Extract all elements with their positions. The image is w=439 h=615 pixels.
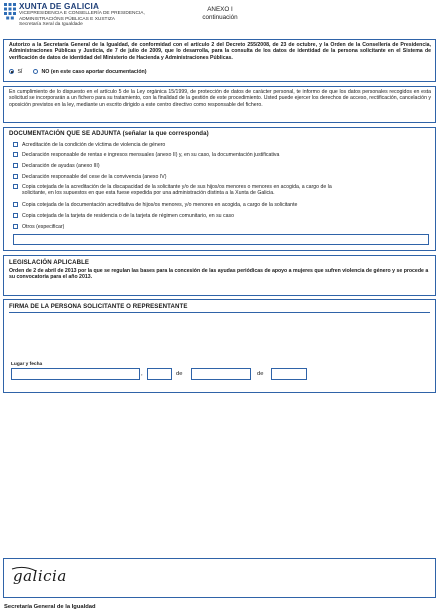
authorization-text: Autorizo a la Secretaría General de la Igualdad, de conformidad con el artículo 2 del Decreto 255/2008, de 23 de octubre, y la Orden de la Consellería de Presidencia, Administraciones Públicas y Justicia, de 7 de julio de 2009, que lo desarrolla, para la consulta de los datos de identidad de la persona solicitante en el Sistema de verificación de datos de identidad del Ministerio de Hacienda y Administraciones Públicas. <box>9 42 431 61</box>
doc-item-label: Copia cotejada de la acreditación de la discapacidad de la solicitante y/o de sus hijos/os menores o menores en acogida, a cargo de la <box>22 183 332 190</box>
legislation-box <box>3 255 436 296</box>
doc-checkbox[interactable] <box>13 184 18 189</box>
signature-title-divider <box>9 312 430 313</box>
annex-subtitle: continuación <box>202 14 238 21</box>
month-input[interactable] <box>191 368 251 380</box>
doc-item-label: Declaración responsable del cese de la convivencia (anexo IV) <box>22 173 167 180</box>
doc-item-label: Acreditación de la condición de víctima de violencia de género <box>22 141 166 148</box>
doc-item-label: Copia cotejada de la documentación acreditativa de hijos/os menores, y/o menores en acogida, a cargo de la solicitante <box>22 201 298 208</box>
doc-item-label-continued: solicitante, en los supuestos en que esta fuese expedida por una administración distinta a la Xunta de Galicia. <box>22 190 275 196</box>
ministry-line-2: ADMINISTRACIÓNS PÚBLICAS E XUSTIZA <box>19 16 115 22</box>
doc-item-label: Otros (especificar) <box>22 223 65 230</box>
privacy-box <box>3 86 436 123</box>
radio-yes[interactable] <box>9 69 14 74</box>
privacy-text: En cumplimiento de lo dispuesto en el artículo 5 de la Ley orgánica 15/1999, de protección de datos de carácter personal, te informo de que los datos personales recogidos en esta solicitud se incorporarán a un fichero para su tratamiento, con la finalidad de la gestión de este procedimiento. Usted puede ejercer los derechos de acceso, rectificación, cancelación y oposición previstos en la ley, mediante un escrito dirigido a este centro directivo como responsable del fichero. <box>9 89 431 108</box>
legislation-text: Orden de 2 de abril de 2013 por la que se regulan las bases para la concesión de las ayudas periódicas de apoyo a mujeres que sufren violencia de género y se procede a su convocatoria para el año 2013. <box>9 268 429 281</box>
galicia-wordmark: galicia <box>13 567 67 585</box>
xunta-logo <box>4 3 154 33</box>
authorization-options <box>9 69 147 75</box>
xunta-brand: XUNTA DE GALICIA <box>19 2 100 11</box>
de-label-1: de <box>176 371 183 377</box>
ministry-line-1: VICEPRESIDENCIA E CONSELLERÍA DE PRESIDENCIA, <box>19 11 145 16</box>
place-input[interactable] <box>11 368 140 380</box>
day-input[interactable] <box>147 368 172 380</box>
doc-checkbox[interactable] <box>13 142 18 147</box>
others-specify-input[interactable] <box>13 234 429 245</box>
doc-item-label: Copia cotejada de la tarjeta de residencia o de la tarjeta de régimen comunitario, en su caso <box>22 212 234 219</box>
legislation-title: LEGISLACIÓN APLICABLE <box>9 259 90 266</box>
doc-checkbox[interactable] <box>13 163 18 168</box>
xunta-emblem-icon <box>4 3 16 20</box>
place-date-label: Lugar y fecha <box>11 362 43 367</box>
doc-checkbox[interactable] <box>13 174 18 179</box>
authorization-box <box>3 39 436 82</box>
footer-org: Secretaría General de la Igualdad <box>4 604 96 610</box>
comma-separator: , <box>141 371 143 377</box>
option-no-label: NO (en este caso aportar documentación) <box>41 69 147 75</box>
doc-checkbox[interactable] <box>13 152 18 157</box>
annex-title: ANEXO I <box>207 6 233 13</box>
galicia-logo <box>10 565 90 589</box>
de-label-2: de <box>257 371 264 377</box>
ministry-line-3: Secretaría Xeral da Igualdade <box>19 22 83 27</box>
doc-item-label: Declaración de ayudas (anexo III) <box>22 162 100 169</box>
year-input[interactable] <box>271 368 307 380</box>
documents-title: DOCUMENTACIÓN QUE SE ADJUNTA (señalar la que corresponda) <box>9 130 209 137</box>
doc-checkbox[interactable] <box>13 202 18 207</box>
doc-checkbox[interactable] <box>13 224 18 229</box>
footer-box <box>3 558 436 598</box>
documents-box <box>3 127 436 251</box>
signature-box <box>3 299 436 393</box>
radio-no[interactable] <box>33 69 38 74</box>
doc-checkbox[interactable] <box>13 213 18 218</box>
signature-title: FIRMA DE LA PERSONA SOLICITANTE O REPRESENTANTE <box>9 303 188 310</box>
doc-item-label: Declaración responsable de rentas e ingresos mensuales (anexo II) y, en su caso, la documentación justificativa <box>22 151 280 158</box>
option-yes-label: SÍ <box>17 69 23 75</box>
